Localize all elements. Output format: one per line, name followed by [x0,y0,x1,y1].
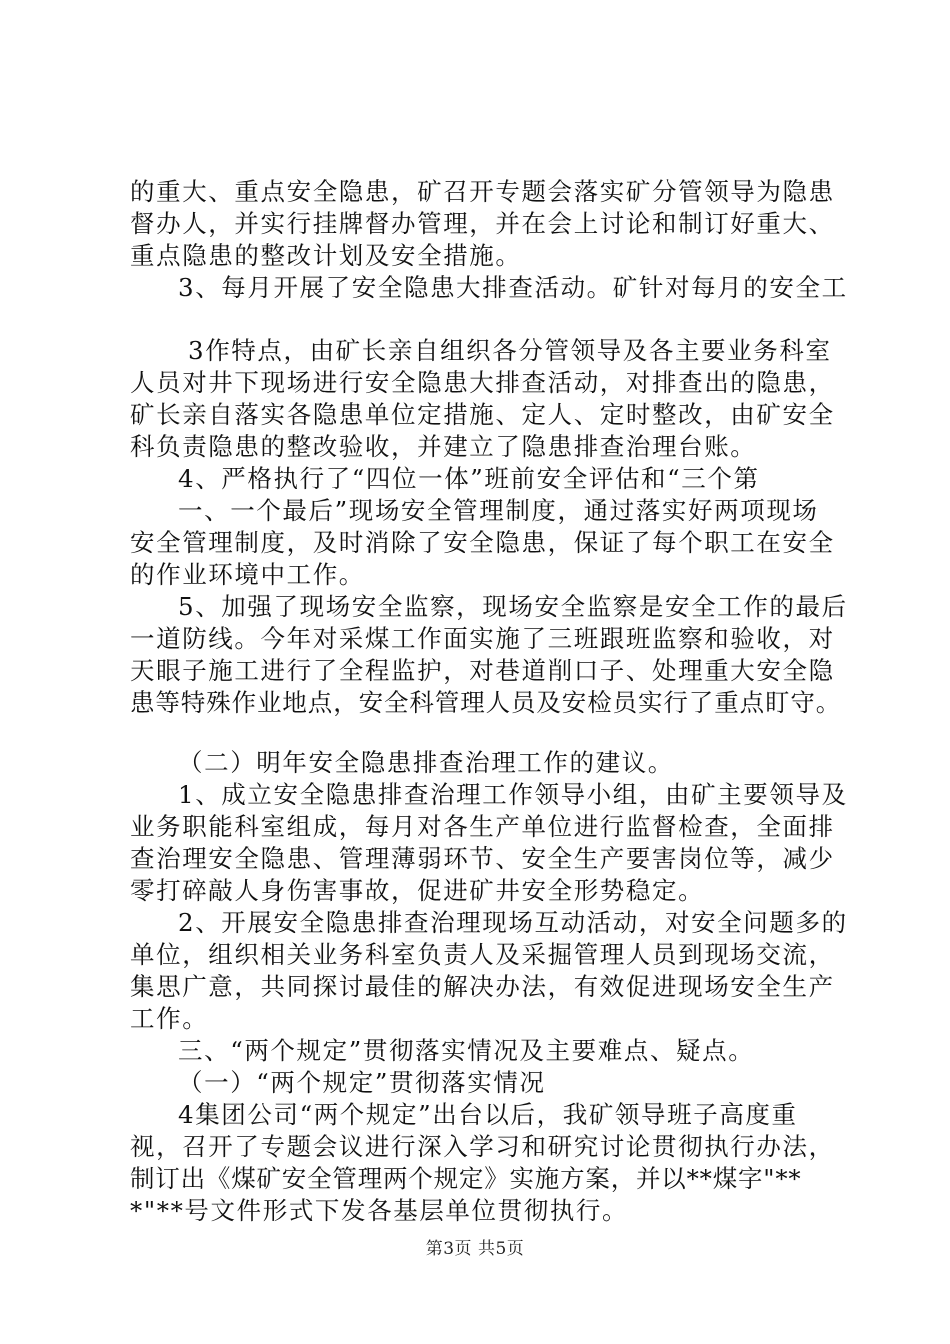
text-line: 4集团公司“两个规定”出台以后，我矿领导班子高度重 [178,1100,798,1129]
text-line: 1、成立安全隐患排查治理工作领导小组，由矿主要领导及 [178,780,848,809]
section-heading: 三、“两个规定”贯彻落实情况及主要难点、疑点。 [178,1036,755,1065]
text-line: 3作特点，由矿长亲自组织各分管领导及各主要业务科室 [188,336,832,365]
text-line: 业务职能科室组成，每月对各生产单位进行监督检查，全面排 [130,812,835,841]
text-line: 单位，组织相关业务科室负责人及采掘管理人员到现场交流， [130,940,835,969]
text-line: 科负责隐患的整改验收，并建立了隐患排查治理台账。 [130,432,757,461]
text-line: 一道防线。今年对采煤工作面实施了三班跟班监察和验收，对 [130,624,835,653]
text-line: 的重大、重点安全隐患，矿召开专题会落实矿分管领导为隐患 [130,177,835,206]
page-footer: 第3页 共5页 [425,1239,525,1259]
text-line: 患等特殊作业地点，安全科管理人员及安检员实行了重点盯守。 [130,688,842,717]
text-line: 2、开展安全隐患排查治理现场互动活动，对安全问题多的 [178,908,848,937]
text-line: 一、一个最后”现场安全管理制度，通过落实好两项现场 [178,496,819,525]
text-line: *"**号文件形式下发各基层单位贯彻执行。 [130,1196,629,1225]
text-line: 人员对井下现场进行安全隐患大排查活动，对排查出的隐患， [130,368,835,397]
text-line: 的作业环境中工作。 [130,560,365,589]
text-line: 天眼子施工进行了全程监护，对巷道削口子、处理重大安全隐 [130,656,835,685]
text-line: 重点隐患的整改计划及安全措施。 [130,241,522,270]
text-line: 制订出《煤矿安全管理两个规定》实施方案，并以**煤字"** [130,1164,802,1193]
text-line: 视，召开了专题会议进行深入学习和研究讨论贯彻执行办法， [130,1132,835,1161]
text-line: 工作。 [130,1004,209,1033]
section-heading: （一）“两个规定”贯彻落实情况 [178,1068,546,1097]
text-line: 4、严格执行了“四位一体”班前安全评估和“三个第 [178,464,760,493]
text-line: 督办人，并实行挂牌督办管理，并在会上讨论和制订好重大、 [130,209,835,238]
text-line: 3、每月开展了安全隐患大排查活动。矿针对每月的安全工 [178,273,848,302]
text-line: 矿长亲自落实各隐患单位定措施、定人、定时整改，由矿安全 [130,400,835,429]
section-heading: （二）明年安全隐患排查治理工作的建议。 [178,748,674,777]
text-line: 零打碎敲人身伤害事故，促进矿井安全形势稳定。 [130,876,705,905]
text-line: 集思广意，共同探讨最佳的解决办法，有效促进现场安全生产 [130,972,835,1001]
text-line: 5、加强了现场安全监察，现场安全监察是安全工作的最后 [178,592,848,621]
text-line: 查治理安全隐患、管理薄弱环节、安全生产要害岗位等，减少 [130,844,835,873]
text-line: 安全管理制度，及时消除了安全隐患，保证了每个职工在安全 [130,528,835,557]
